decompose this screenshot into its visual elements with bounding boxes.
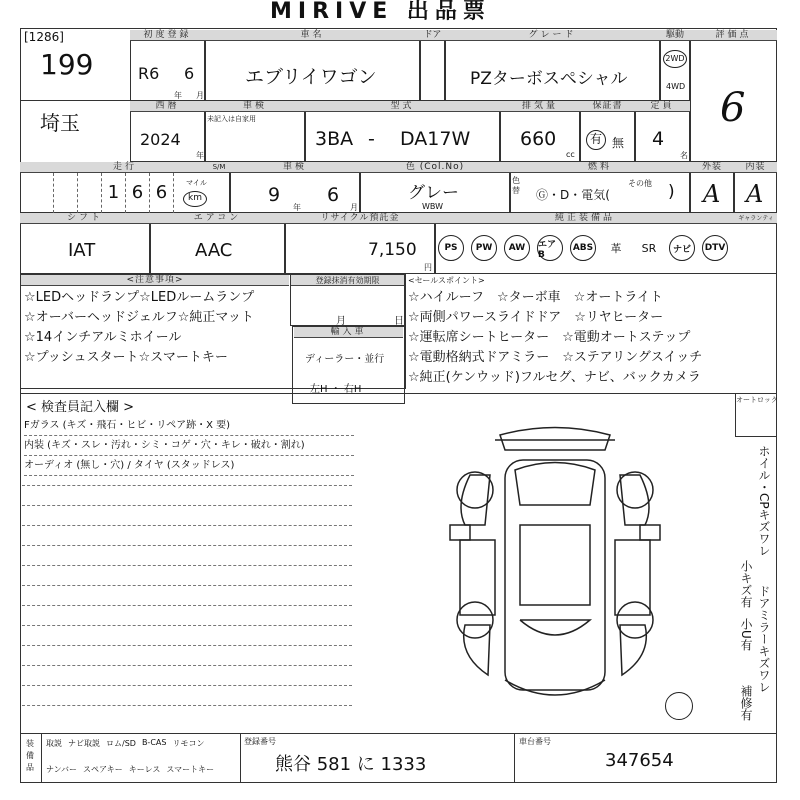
reg-deadline-header: 登録抹消有効期限: [291, 275, 404, 286]
note-line: [22, 565, 352, 566]
note-line: [22, 545, 352, 546]
note-line: [22, 665, 352, 666]
text-line: ☆ハイルーフ ☆ターボ車 ☆オートライト: [408, 290, 663, 305]
note-line: [22, 625, 352, 626]
registration-year-unit: 年: [174, 91, 182, 100]
shaken-year: 9: [268, 184, 281, 206]
model-value: エブリイワゴン: [245, 66, 377, 88]
text-line: ☆プッシュスタート☆スマートキー: [24, 350, 228, 365]
warranty-no: 無: [612, 136, 625, 150]
reg-deadline-month: 月: [336, 316, 346, 327]
bottom-equipment-item: スマートキー: [166, 765, 215, 774]
inspection-header: 車検: [205, 101, 305, 112]
drive-2wd-circled: 2WD: [663, 50, 687, 68]
region-value: 埼玉: [40, 111, 80, 135]
drive-header: 駆動: [660, 30, 690, 41]
fuel-close: ): [668, 182, 675, 202]
model-header: 車名: [205, 30, 420, 41]
auto-lock-label: オートロック: [736, 396, 778, 404]
note-line: [22, 525, 352, 526]
car-roof-front: [500, 428, 610, 451]
bottom-equipment-item: ロム/SD: [106, 739, 136, 748]
model-code-header: 型式: [305, 101, 500, 112]
mileage-digit: [54, 173, 78, 213]
interior-header: 内装: [734, 162, 777, 173]
shaken-month: 6: [327, 184, 340, 206]
mileage-digit: [78, 173, 102, 213]
equipment-item: ナビ: [669, 235, 695, 261]
mileage-digits: [30, 173, 174, 213]
import-header: 輸入車: [294, 327, 403, 338]
bottom-equipment-item: B-CAS: [141, 738, 167, 747]
interior-value: A: [746, 180, 764, 208]
note-line: [22, 685, 352, 686]
color-change-label: 色替: [512, 176, 520, 195]
note-line: [22, 605, 352, 606]
reg-deadline-day: 日: [394, 316, 404, 327]
shaken-year-unit: 年: [293, 203, 301, 212]
aircon-value: AAC: [195, 240, 233, 261]
equipment-item: 革: [610, 242, 622, 255]
bottom-equipment-item: ナビ取説: [68, 739, 100, 748]
import-hand: 左H ・ 右H: [310, 384, 362, 395]
note-line: [22, 585, 352, 586]
text-line: ☆14インチアルミホイール: [24, 330, 182, 345]
model-code-value: DA17W: [400, 128, 471, 150]
bottom-equipment-item: キーレス: [128, 765, 161, 774]
equipment-header: 純正装備品: [435, 213, 735, 224]
bottom-equipment-row1: [46, 738, 204, 749]
registration-era: R6: [138, 64, 160, 83]
bottom-equipment-item: ナンバー: [46, 765, 78, 774]
divider: [20, 393, 777, 394]
mileage-unit-mile: マイル: [186, 179, 207, 187]
shaken-header: 車検: [230, 162, 360, 173]
equipment-item: エアB: [537, 235, 563, 261]
bottom-equipment-item: リモコン: [172, 739, 205, 748]
fuel-value: Ⓖ・D・電気(: [536, 188, 610, 202]
doors-cell: [420, 41, 445, 101]
text-line: ☆電動格納式ドアミラー ☆ステアリングスイッチ: [408, 350, 703, 365]
equipment-item: PW: [471, 235, 497, 261]
mileage-digit: [30, 173, 54, 213]
fuel-other: その他: [628, 179, 652, 188]
registration-month-unit: 月: [196, 91, 204, 100]
lot-number: 199: [40, 48, 94, 81]
exterior-value: A: [703, 180, 721, 208]
equipment-item: ABS: [570, 235, 596, 261]
sheet-title: MIRIVE 出品票: [270, 0, 491, 24]
meter-label: S/M: [208, 162, 230, 173]
note-line: [22, 485, 352, 486]
registration-header: 初度登録: [130, 30, 205, 41]
text-line: ☆両側パワースライドドア ☆リヤヒーター: [408, 310, 664, 325]
notes-lines: [24, 288, 254, 368]
side-note-1: ホイル・CPキズワレ: [757, 445, 771, 557]
grade-value: PZターボスペシャル: [470, 69, 628, 89]
bottom-equipment-row2: [46, 764, 214, 775]
model-code-dash: -: [368, 128, 375, 150]
fuel-cap-mark: [665, 692, 693, 720]
equipment-list: [438, 235, 728, 261]
text-line: Fガラス (キズ・飛石・ヒビ・リペア跡・X 要): [24, 416, 354, 436]
side-note-3b: 補修有: [739, 685, 753, 721]
inspector-lines: [24, 416, 354, 476]
equipment-item: AW: [504, 235, 530, 261]
grade-header: グレード: [445, 30, 660, 41]
guarantee-header: ギャランティ: [735, 213, 777, 224]
sales-lines: [408, 288, 702, 388]
import-dealer: ディーラー・並行: [305, 354, 385, 365]
inspection-note: 未記入は自家用: [207, 115, 256, 123]
model-code-prefix: 3BA: [315, 128, 354, 150]
note-line: [22, 705, 352, 706]
car-diagram: [430, 415, 680, 715]
mileage-unit-km-circled: km: [183, 191, 207, 207]
side-note-3a: 小U有: [739, 618, 753, 651]
recycle-value: 7,150: [368, 240, 417, 260]
chassis-header: 車台番号: [519, 737, 551, 746]
shaken-month-unit: 月: [350, 203, 358, 212]
color-header: 色 (Col.No): [360, 162, 510, 173]
displacement-unit: cc: [566, 150, 575, 159]
drive-4wd: 4WD: [666, 82, 686, 91]
recycle-unit: 円: [424, 263, 432, 272]
exterior-header: 外装: [690, 162, 734, 173]
mileage-digit: 6: [150, 173, 174, 213]
registration-month: 6: [184, 64, 195, 83]
chassis-value: 347654: [605, 750, 674, 771]
capacity-header: 定員: [635, 101, 690, 112]
sales-header: <セールスポイント>: [408, 276, 485, 285]
mileage-digit: 6: [126, 173, 150, 213]
text-line: オーディオ (無し・穴) / タイヤ (スタッドレス): [24, 456, 354, 476]
note-line: [22, 505, 352, 506]
fuel-header: 燃料: [510, 162, 690, 173]
shift-value: IAT: [68, 240, 96, 261]
color-code: WBW: [422, 202, 444, 211]
warranty-yes-circled: 有: [586, 130, 606, 150]
year-unit: 年: [196, 151, 204, 160]
bottom-equipment-item: 取説: [46, 739, 62, 748]
capacity-value: 4: [652, 128, 665, 150]
shift-header: シフト: [20, 213, 150, 224]
aircon-header: エアコン: [150, 213, 285, 224]
recycle-header: リサイクル預託金: [285, 213, 435, 224]
score-value: 6: [720, 85, 746, 131]
bottom-equipment-item: スペアキー: [83, 765, 123, 774]
notes-header: <注意事項>: [21, 275, 289, 286]
text-line: ☆純正(ケンウッド)フルセグ、ナビ、バックカメラ: [408, 370, 701, 385]
side-note-2a: 小キズ有: [739, 560, 753, 608]
equip-label: 装備品: [26, 739, 34, 772]
year-header: 西暦: [130, 101, 205, 112]
capacity-unit: 名: [680, 151, 688, 160]
color-value: グレー: [408, 183, 459, 203]
text-line: ☆運転席シートヒーター ☆電動オートステップ: [408, 330, 691, 345]
inspector-header: < 検査員記入欄 >: [26, 400, 135, 415]
text-line: ☆オーバーヘッドジェルフ☆純正マット: [24, 310, 254, 325]
equipment-item: SR: [641, 241, 657, 255]
divider: [20, 100, 130, 101]
equipment-item: PS: [438, 235, 464, 261]
year-value: 2024: [140, 130, 181, 149]
displacement-header: 排気量: [500, 101, 580, 112]
mileage-header: 走行: [20, 162, 230, 173]
score-header: 評価点: [690, 30, 777, 41]
mileage-digit: 1: [102, 173, 126, 213]
plate-header: 登録番号: [244, 737, 276, 746]
side-note-2b: ドアミラーキズワレ: [757, 585, 771, 693]
warranty-header: 保証書: [580, 101, 635, 112]
displacement-value: 660: [520, 128, 557, 150]
plate-value: 熊谷 581 に 1333: [275, 754, 427, 775]
text-line: 内装 (キズ・スレ・汚れ・シミ・コゲ・穴・キレ・破れ・割れ): [24, 436, 354, 456]
lot-bracket: [1286]: [24, 30, 64, 44]
text-line: ☆LEDヘッドランプ☆LEDルームランプ: [24, 290, 255, 305]
note-line: [22, 645, 352, 646]
doors-header: ドア: [420, 30, 445, 41]
equipment-item: DTV: [702, 235, 728, 261]
